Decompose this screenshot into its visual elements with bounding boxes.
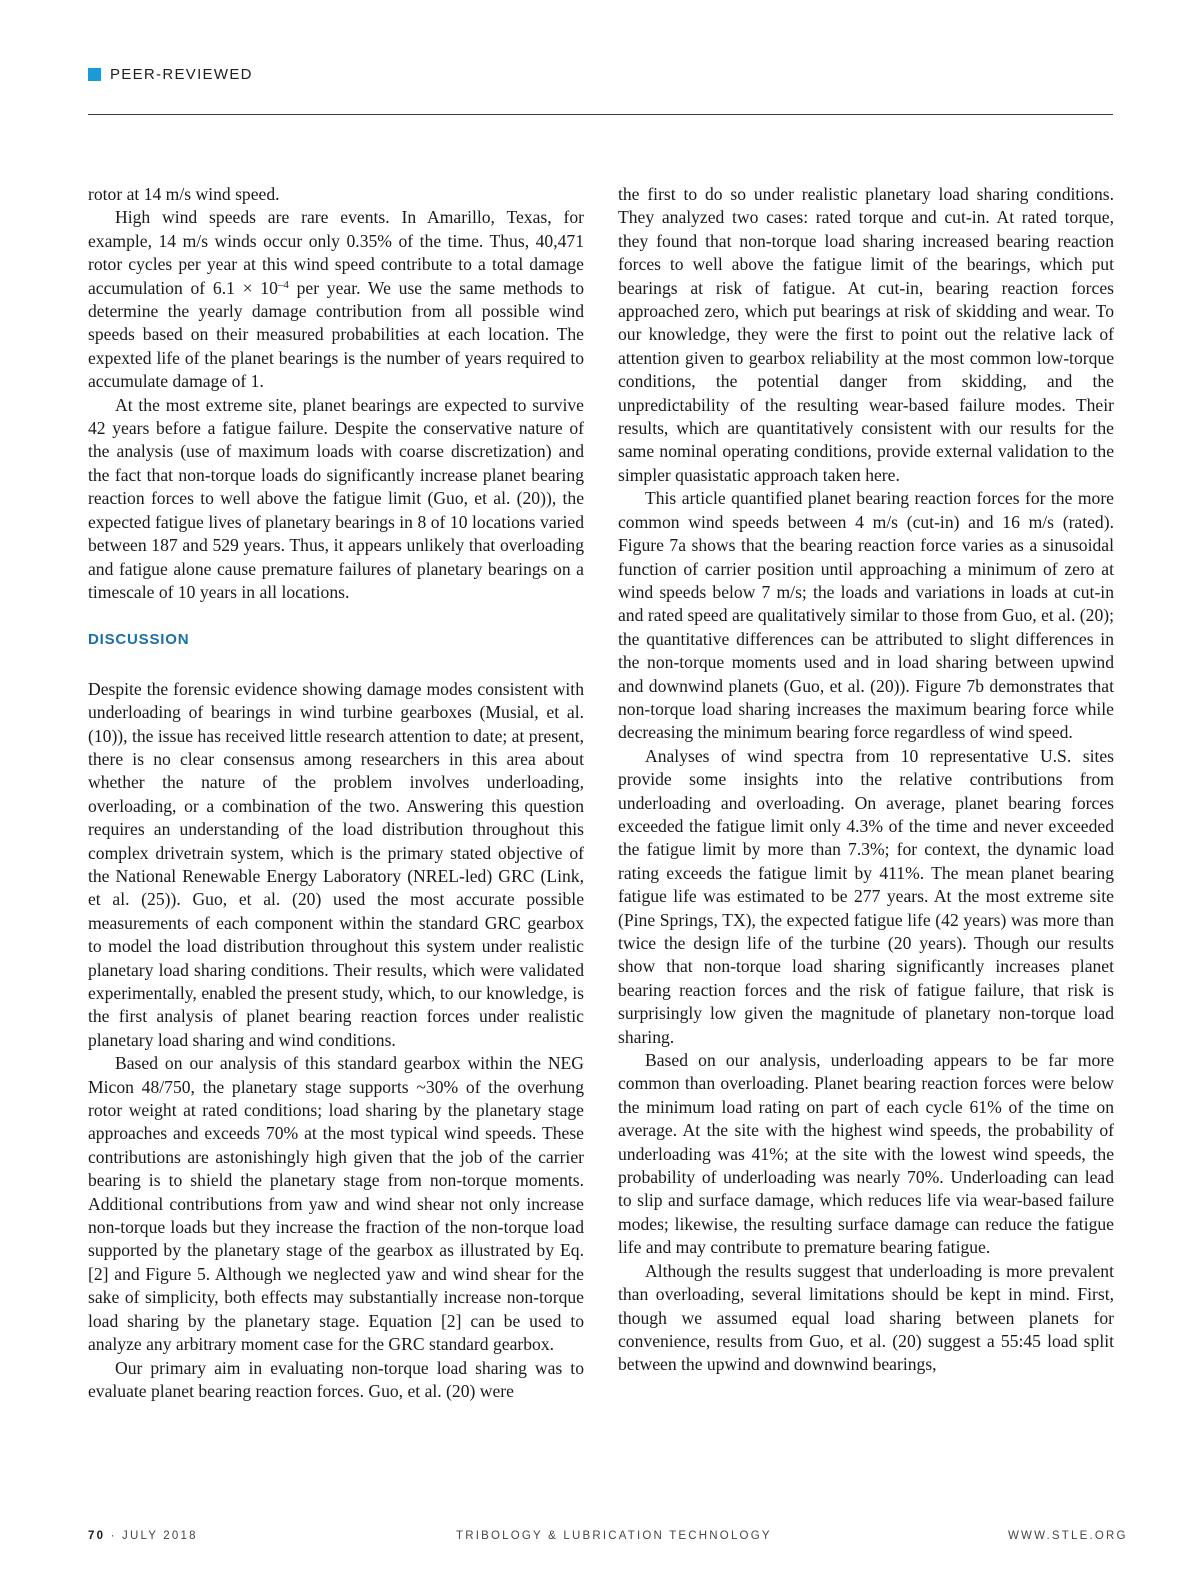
section-header	[88, 66, 253, 83]
right-column	[618, 183, 1114, 1377]
paragraph: Despite the forensic evidence showing damage modes consistent with underloading of bearings in wind turbine gearboxes (Musial, et al. (10)), the issue has received little research attention to date; at present, there is no clear consensus among researchers in this area about whether the nature of the problem involves underloading, overloading, or a combination of the two. Answering this question requires an understanding of the load distribution throughout this complex drivetrain system, which is the primary stated objective of the National Renewable Energy Laboratory (NREL-led) GRC (Link, et al. (25)). Guo, et al. (20) used the most accurate possible measurements of each component within the standard GRC gearbox to model the load distribution throughout this system under realistic planetary load sharing conditions. Their results, which were validated experimentally, enabled the present study, which, to our knowledge, is the first analysis of planet bearing reaction forces under realistic planetary load sharing and wind conditions.	[88, 678, 584, 1050]
section-label: PEER-REVIEWED	[110, 66, 253, 83]
exponent: –4	[277, 278, 289, 291]
paragraph	[88, 206, 584, 393]
header-divider	[88, 114, 1113, 115]
paragraph: Analyses of wind spectra from 10 representative U.S. sites provide some insights into the relative contributions from underloading and overloading. On average, planet bearing forces exceeded the fatigue limit only 4.3% of the time and never exceeded the fatigue limit by more than 7.3%; for context, the dynamic load rating exceeds the fatigue limit by 411%. The mean planet bearing fatigue life was estimated to be 277 years. At the most extreme site (Pine Springs, TX), the expected fatigue life (42 years) was more than twice the design life of the turbine (20 years). Though our results show that non-torque load sharing significantly increases planet bearing reaction forces and the risk of fatigue failure, that risk is surprisingly low given the magnitude of planetary non-torque load sharing.	[618, 745, 1114, 1047]
square-icon	[88, 68, 101, 81]
paragraph: Although the results suggest that underloading is more prevalent than overloading, several limitations should be kept in mind. First, though we assumed equal load sharing between planets for convenience, results from Guo, et al. (20) suggest a 55:45 load split between the upwind and downwind bearings,	[618, 1260, 1114, 1375]
separator: ·	[110, 1530, 117, 1542]
left-column	[88, 183, 584, 1403]
paragraph: This article quantified planet bearing reaction forces for the more common wind speeds between 4 m/s (cut-in) and 16 m/s (rated). Figure 7a shows that the bearing reaction force varies as a sinusoidal function of carrier position until approaching a minimum of zero at wind speeds below 7 m/s; the loads and variations in loads at cut-in and rated speed are qualitatively similar to those from Guo, et al. (20); the quantitative differences can be attributed to slight differences in the non-torque moments used and in load sharing between upwind and downwind planets (Guo, et al. (20)). Figure 7b demonstrates that non-torque load sharing increases the maximum bearing force while decreasing the minimum bearing force regardless of wind speed.	[618, 488, 1114, 743]
page-number: 70	[88, 1530, 106, 1542]
paragraph: the first to do so under realistic planetary load sharing conditions. They analyzed two cases: rated torque and cut-in. At rated torque, they found that non-torque load sharing increased bearing reaction forces to well above the fatigue limit of the bearings, which put bearings at risk of fatigue. At cut-in, bearing reaction forces approached zero, which put bearings at risk of skidding and wear. To our knowledge, they were the first to point out the relative lack of attention given to gearbox reliability at the most common low-torque conditions, the potential danger from skidding, and the unpredictability of the resulting wear-based failure modes. Their results, which are quantitatively consistent with our results for the same nominal operating conditions, provide external validation to the simpler quasistatic approach taken here.	[618, 184, 1114, 485]
footer-publication: TRIBOLOGY & LUBRICATION TECHNOLOGY	[456, 1530, 772, 1542]
paragraph: Based on our analysis, underloading appears to be far more common than overloading. Planet bearing reaction forces were below the minimum load rating on part of each cycle 61% of the time on average. At the site with the highest wind speeds, the probability of underloading was 41%; at the site with the lowest wind speeds, the probability of underloading was nearly 70%. Underloading can lead to slip and surface damage, which reduces life via wear-based failure modes; likewise, the resulting surface damage can reduce the fatigue life and may contribute to premature bearing fatigue.	[618, 1050, 1114, 1258]
paragraph: At the most extreme site, planet bearings are expected to survive 42 years before a fatigue failure. Despite the conservative nature of the analysis (use of maximum loads with coarse discretization) and the fact that non-torque loads do significantly increase planet bearing reaction forces to well above the fatigue limit (Guo, et al. (20)), the expected fatigue lives of planetary bearings in 8 of 10 locations varied between 187 and 529 years. Thus, it appears unlikely that overloading and fatigue alone cause premature failures of planetary bearings on a timescale of 10 years in all locations.	[88, 394, 584, 602]
section-heading: DISCUSSION	[88, 631, 190, 649]
paragraph: Based on our analysis of this standard gearbox within the NEG Micon 48/750, the planetary stage supports ~30% of the overhung rotor weight at rated conditions; load sharing by the planetary stage approaches and exceeds 70% at the most typical wind speeds. These contributions are astonishingly high given that the job of the carrier bearing is to shield the planetary stage from non-torque moments. Additional contributions from yaw and wind shear not only increase non-torque loads but they increase the fraction of the non-torque load supported by the planetary stage of the gearbox as illustrated by Eq. [2] and Figure 5. Although we neglected yaw and wind shear for the sake of simplicity, both effects may substantially increase non-torque load sharing by the planetary stage. Equation [2] can be used to analyze any arbitrary moment case for the GRC standard gearbox.	[88, 1053, 584, 1355]
issue-date: JULY 2018	[122, 1530, 198, 1542]
text-run: per year. We use the same methods to determine the yearly damage contribution from all possible wind speeds based on their measured probabilities at each location. The expexted life of the planet bearings is the number of years required to accumulate damage of 1.	[88, 277, 584, 392]
paragraph: rotor at 14 m/s wind speed.	[88, 184, 280, 204]
paragraph: Our primary aim in evaluating non-torque load sharing was to evaluate planet bearing reaction forces. Guo, et al. (20) were	[88, 1357, 584, 1401]
text-run: High wind speeds are rare events. In Amarillo, Texas, for example, 14 m/s winds occur only 0.35% of the time. Thus, 40,471 rotor cycles per year at this wind speed contribute to a total damage accumulation of 6.1 × 10	[88, 207, 584, 298]
footer-issue	[88, 1530, 198, 1542]
footer-website[interactable]: WWW.STLE.ORG	[1008, 1530, 1128, 1542]
